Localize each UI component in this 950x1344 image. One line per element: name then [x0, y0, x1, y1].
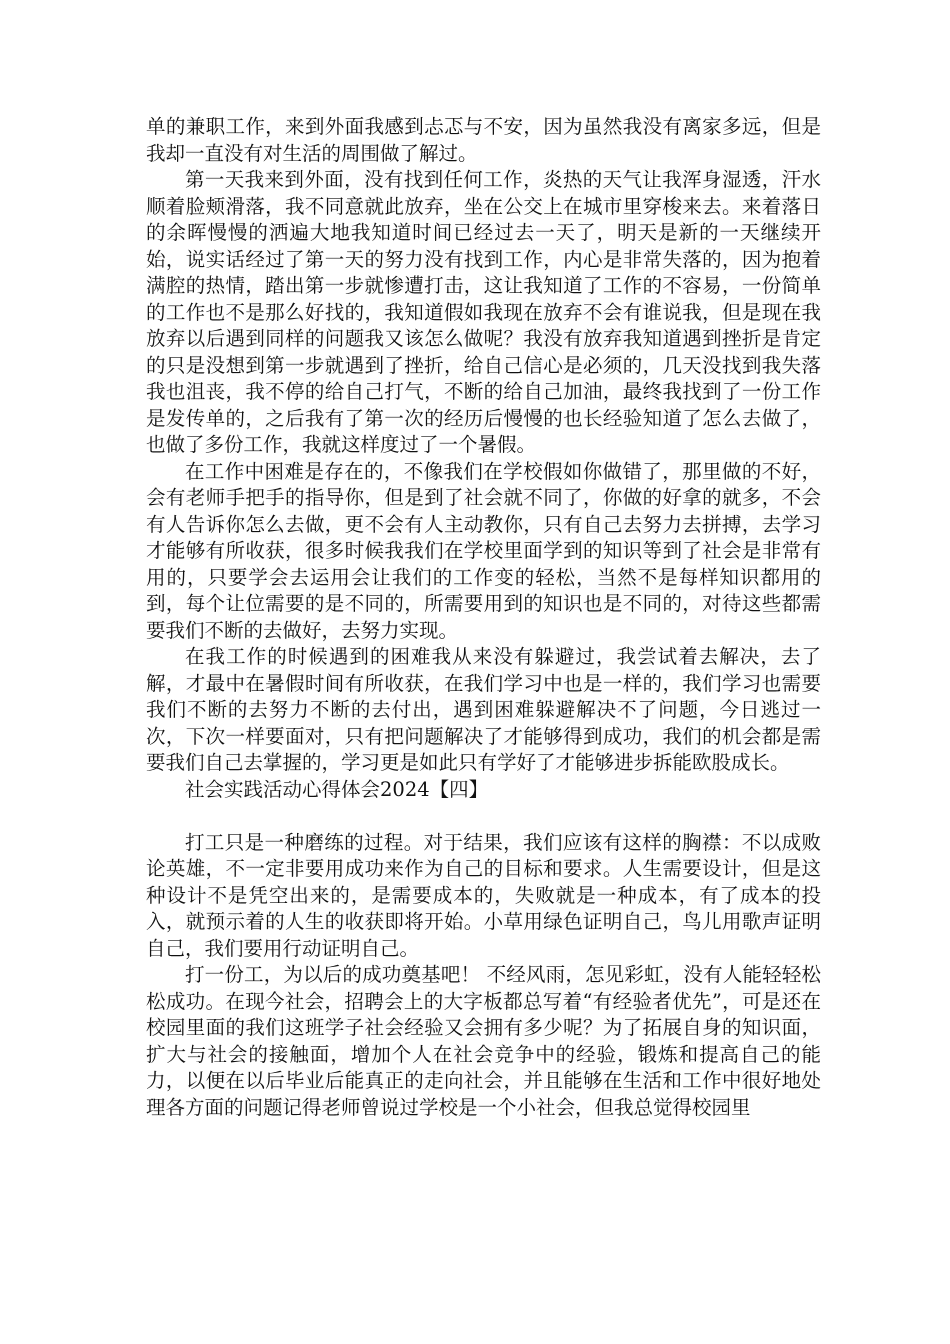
- paragraph-foundation: 打一份工，为以后的成功奠基吧！ 不经风雨，怎见彩虹，没有人能轻轻松松成功。在现今社会，招聘会上的大字板都总写着“有经验者优先”，可是还在校园里面的我们这班学子社会经验又会拥有多少呢？为了拓展自身的知识面，扩大与社会的接触面，增加个人在社会竞争中的经验，锻炼和提高自己的能力，以便在以后毕业后能真正的走向社会，并且能够在生活和工作中很好地处理各方面的问题记得老师曾说过学校是一个小社会，但我总觉得校园里: [146, 963, 821, 1119]
- paragraph-tempering: 打工只是一种磨练的过程。对于结果，我们应该有这样的胸襟：不以成败论英雄，不一定非要用成功来作为自己的目标和要求。人生需要设计，但是这种设计不是凭空出来的，是需要成本的，失败就是一种成本，有了成本的投入，就预示着的人生的收获即将开始。小草用绿色证明自己，鸟儿用歌声证明自己，我们要用行动证明自己。: [146, 830, 821, 960]
- paragraph-continuation: 单的兼职工作，来到外面我感到忐忑与不安，因为虽然我没有离家多远，但是我却一直没有对生活的周围做了解过。: [146, 115, 821, 165]
- document-body: [146, 114, 821, 1121]
- section-heading: 社会实践活动心得体会2024【四】: [185, 777, 489, 801]
- paragraph-first-day: 第一天我来到外面，没有找到任何工作，炎热的天气让我浑身湿透，汗水顺着脸颊滑落，我不同意就此放弃，坐在公交上在城市里穿梭来去。来着落日的余晖慢慢的洒遍大地我知道时间已经过去一天了，明天是新的一天继续开始，说实话经过了第一天的努力没有找到工作，内心是非常失落的，因为抱着满腔的热情，踏出第一步就惨遭打击，这让我知道了工作的不容易，一份简单的工作也不是那么好找的，我知道假如我现在放弃不会有谁说我，但是现在我放弃以后遇到同样的问题我又该怎么做呢？我没有放弃我知道遇到挫折是肯定的只是没想到第一步就遇到了挫折，给自己信心是必须的，几天没找到我失落我也沮丧，我不停的给自己打气，不断的给自己加油，最终我找到了一份工作是发传单的，之后我有了第一次的经历后慢慢的也长经验知道了怎么去做了，也做了多份工作，我就这样度过了一个暑假。: [146, 168, 821, 456]
- paragraph-work-difficulty: 在工作中困难是存在的，不像我们在学校假如你做错了，那里做的不好，会有老师手把手的指导你，但是到了社会就不同了，你做的好拿的就多，不会有人告诉你怎么去做，更不会有人主动教你，只有自己去努力去拼搏，去学习才能够有所收获，很多时候我我们在学校里面学到的知识等到了社会是非常有用的，只要学会去运用会让我们的工作变的轻松，当然不是每样知识都用的到，每个让位需要的是不同的，所需要用到的知识也是不同的，对待这些都需要我们不断的去做好，去努力实现。: [146, 459, 821, 642]
- paragraph-facing-problems: 在我工作的时候遇到的困难我从来没有躲避过，我尝试着去解决，去了解，才最中在暑假时间有所收获，在我们学习中也是一样的，我们学习也需要我们不断的去努力不断的去付出，遇到困难躲避解决不了问题，今日逃过一次，下次一样要面对，只有把问题解决了才能够得到成功，我们的机会都是需要我们自己去掌握的，学习更是如此只有学好了才能够进步拆能欧股成长。: [146, 645, 821, 774]
- blank-line: [146, 803, 821, 830]
